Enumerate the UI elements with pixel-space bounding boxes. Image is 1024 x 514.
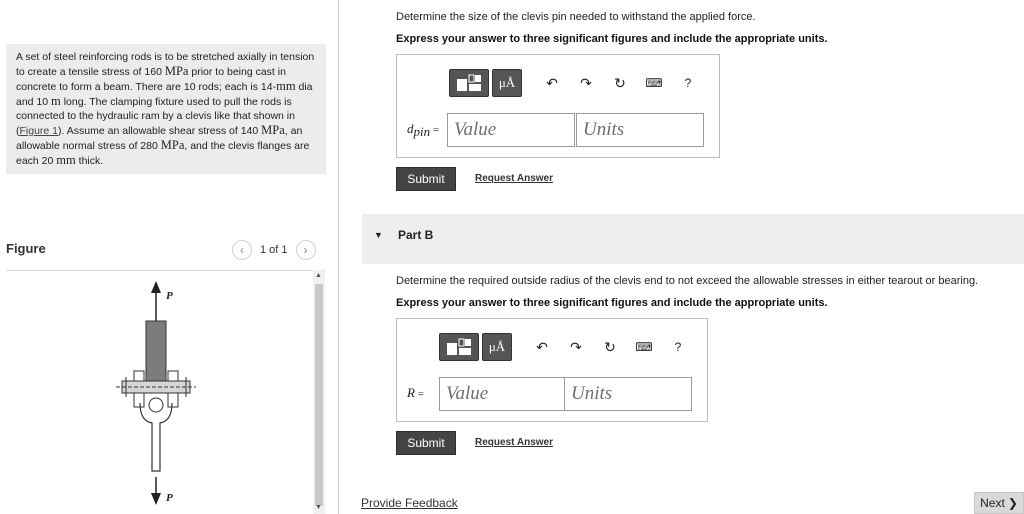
part-a-answer-box	[396, 54, 720, 158]
templates-button[interactable]	[449, 69, 489, 97]
unit-mpa: MPa	[261, 123, 285, 137]
figure-panel	[6, 270, 326, 514]
figure-title: Figure	[6, 241, 46, 256]
clevis-eye-hole	[149, 398, 163, 412]
caret-down-icon[interactable]: ▼	[374, 230, 383, 240]
chevron-right-icon: ›	[303, 243, 308, 257]
problem-statement	[6, 44, 326, 174]
figure-scrollbar[interactable]	[313, 270, 325, 514]
part-a-variable-label	[407, 121, 439, 140]
part-b-variable-label	[407, 385, 424, 401]
reset-icon[interactable]: ↻	[614, 74, 626, 91]
column-divider	[338, 0, 339, 514]
part-a-value-input[interactable]	[447, 113, 575, 147]
keyboard-icon[interactable]: ⌨	[645, 76, 663, 90]
clevis-eye	[140, 403, 172, 471]
part-b-value-input[interactable]	[439, 377, 567, 411]
var-d: d	[407, 121, 414, 136]
force-arrow-bottom-head	[151, 493, 161, 505]
reset-icon[interactable]: ↻	[604, 338, 616, 355]
part-a-submit-button[interactable]: Submit	[396, 167, 456, 191]
problem-text-8: thick.	[75, 155, 104, 167]
part-b-title: Part B	[398, 228, 434, 242]
part-b-math-toolbar	[439, 333, 688, 361]
force-arrow-top-head	[151, 281, 161, 293]
redo-icon[interactable]: ↷	[570, 338, 582, 355]
part-b-header[interactable]	[362, 214, 1024, 264]
part-b-submit-button[interactable]: Submit	[396, 431, 456, 455]
undo-icon[interactable]: ↶	[536, 338, 548, 355]
figure-pager	[232, 240, 316, 260]
clevis-figure	[6, 271, 312, 514]
mu-angstrom-icon: μÅ	[488, 339, 506, 354]
next-label: Next	[980, 496, 1005, 510]
help-icon[interactable]: ?	[684, 76, 692, 90]
provide-feedback-link[interactable]: Provide Feedback	[361, 496, 458, 510]
chevron-left-icon: ‹	[240, 243, 244, 257]
units-symbol-button[interactable]	[482, 333, 512, 361]
equals-sign: =	[417, 388, 424, 400]
force-label-bottom: P	[166, 492, 173, 504]
part-b-request-answer-link[interactable]: Request Answer	[475, 437, 553, 448]
part-b-units-input[interactable]	[564, 377, 692, 411]
unit-mm: mm	[276, 79, 296, 93]
help-icon[interactable]: ?	[674, 340, 682, 354]
redo-icon[interactable]: ↷	[580, 74, 592, 91]
templates-button[interactable]	[439, 333, 479, 361]
figure-link[interactable]: Figure 1	[19, 125, 59, 137]
part-a-instruction: Express your answer to three significant figures and include the appropriate units.	[396, 33, 828, 45]
unit-mpa: MPa	[164, 64, 189, 78]
part-a-request-answer-link[interactable]: Request Answer	[475, 173, 553, 184]
templates-icon	[456, 74, 482, 92]
var-pin-sub: pin	[413, 124, 431, 140]
mu-angstrom-icon: μÅ	[498, 75, 516, 90]
figure-scroll-thumb[interactable]	[315, 284, 323, 506]
part-a-math-toolbar	[449, 69, 698, 97]
scroll-up-icon[interactable]: ▲	[315, 272, 322, 279]
part-a-units-input[interactable]	[576, 113, 704, 147]
unit-mpa: MPa	[160, 138, 185, 152]
equals-sign: =	[432, 124, 440, 136]
units-symbol-button[interactable]	[492, 69, 522, 97]
chevron-right-icon: ❯	[1007, 496, 1018, 510]
problem-text-3: dia and 10	[16, 81, 313, 108]
part-b-instruction: Express your answer to three significant figures and include the appropriate units.	[396, 297, 828, 309]
next-button[interactable]	[974, 492, 1024, 514]
var-r: R	[407, 385, 415, 400]
unit-mm: mm	[56, 153, 76, 167]
force-label-top: P	[166, 290, 173, 302]
problem-text-2: prior to being cast in concrete to form a beam. There are 10 rods; each is 14-	[16, 66, 286, 93]
part-b-answer-box	[396, 318, 708, 422]
problem-text-6: , an allowable normal stress of 280	[16, 125, 303, 152]
part-a-question: Determine the size of the clevis pin needed to withstand the applied force.	[396, 11, 756, 23]
problem-text-1: A set of steel reinforcing rods is to be stretched axially in tension to create a tensile stress of 160	[16, 51, 315, 78]
figure-prev-button[interactable]	[232, 240, 252, 260]
keyboard-icon[interactable]: ⌨	[635, 340, 653, 354]
figure-next-button[interactable]	[296, 240, 316, 260]
undo-icon[interactable]: ↶	[546, 74, 558, 91]
problem-text-7: , and the clevis flanges are each 20	[16, 140, 310, 167]
scroll-down-icon[interactable]: ▼	[315, 504, 322, 511]
templates-icon	[446, 338, 472, 356]
unit-m: m	[51, 94, 61, 108]
part-b-question: Determine the required outside radius of the clevis end to not exceed the allowable stresses in either tearout or bearing.	[396, 275, 979, 287]
problem-text-5: ). Assume an allowable shear stress of 140	[58, 125, 262, 137]
problem-text-4: long. The clamping fixture used to pull the rods is connected to the hydraulic ram by a clevis like that shown in (	[16, 96, 295, 137]
figure-counter: 1 of 1	[260, 244, 288, 256]
